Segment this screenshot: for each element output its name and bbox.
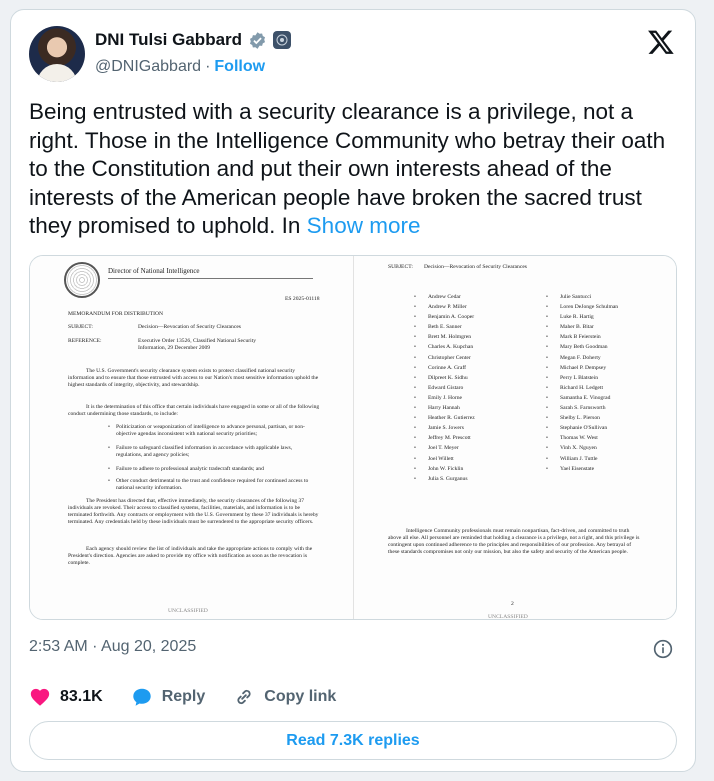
doc-bullet-4: • Other conduct detrimental to the trust and confidence required for continued access to national security information.: [116, 478, 316, 492]
x-logo-icon[interactable]: [647, 28, 675, 56]
document-page-2: [353, 256, 676, 619]
revoked-name-item: • Loren DeJonge Schulman: [546, 304, 618, 314]
avatar[interactable]: [29, 26, 85, 82]
revoked-name-item: • Sarah S. Farnsworth: [546, 405, 618, 415]
revoked-name-item: • Perry L Blatstein: [546, 375, 618, 385]
revoked-name-item: • Emily J. Horne: [414, 395, 475, 405]
revoked-name-item: • Jeffrey M. Prescott: [414, 435, 475, 445]
link-icon: [233, 686, 255, 708]
revoked-name-item: • Stephanie O'Sullivan: [546, 425, 618, 435]
like-count: 83.1K: [60, 688, 103, 705]
tweet-body: Being entrusted with a security clearance is a privilege, not a right. Those in the Intelligence Community who betray their oath to the Constitution and put their own interests ahead of the interests of the American people have broken the sacred trust they promised to uphold. In: [29, 99, 666, 238]
revoked-name-item: • Beth E. Sanner: [414, 324, 475, 334]
doc-subject-value: Decision—Revocation of Security Clearances: [138, 324, 241, 330]
revoked-name-item: • Dilpreet K. Sidhu: [414, 375, 475, 385]
revoked-name-item: • Maher B. Bitar: [546, 324, 618, 334]
follow-button[interactable]: Follow: [214, 58, 266, 75]
heart-icon: [29, 686, 51, 708]
revoked-name-item: • John W. Ficklin: [414, 466, 475, 476]
author-display-name[interactable]: DNI Tulsi Gabbard: [95, 30, 243, 49]
doc-bullet-1: • Politicization or weaponization of intelligence to advance personal, partisan, or non-objective agendas inconsistent with national security priorities;: [116, 424, 316, 438]
doc-bullet-2: • Failure to safeguard classified information in accordance with applicable laws, regulations, and agency policies;: [116, 445, 316, 459]
doc-paragraph-4: Each agency should review the list of individuals and take the appropriate actions to comply with the President's direction. Agencies are asked to provide my office with notification as soon as the revocation is complete.: [68, 546, 313, 566]
revoked-name-item: • Vinh X. Nguyen: [546, 445, 618, 455]
doc-office-name: Director of National Intelligence: [108, 267, 200, 275]
revoked-name-item: • Michael P. Dempsey: [546, 365, 618, 375]
names-list-left: [414, 294, 475, 486]
revoked-name-item: • Corinne A. Graff: [414, 365, 475, 375]
doc2-subject-label: SUBJECT:: [388, 264, 413, 270]
reply-icon: [131, 686, 153, 708]
doc-header-rule: [108, 278, 313, 279]
doc2-footer-classification: UNCLASSIFIED: [488, 614, 528, 619]
revoked-name-item: • Charles A. Kupchan: [414, 344, 475, 354]
doc-footer-classification: UNCLASSIFIED: [168, 608, 208, 614]
show-more-link[interactable]: Show more: [306, 213, 421, 238]
revoked-name-item: • Megan F. Doherty: [546, 355, 618, 365]
revoked-name-item: • William J. Tuttle: [546, 456, 618, 466]
revoked-name-item: • Richard H. Ledgett: [546, 385, 618, 395]
info-icon[interactable]: [653, 639, 673, 659]
tweet-text: [29, 98, 679, 241]
doc2-subject-value: Decision—Revocation of Security Clearances: [424, 264, 527, 270]
doc-ref-number: ES 2025-01118: [285, 296, 320, 302]
revoked-name-item: • Edward Gistaro: [414, 385, 475, 395]
tweet-media-image[interactable]: [29, 255, 677, 620]
doc-subject-label: SUBJECT:: [68, 324, 93, 330]
tweet-card: [10, 9, 696, 772]
revoked-name-item: • Joel T. Meyer: [414, 445, 475, 455]
revoked-name-item: • Yael Eisenstate: [546, 466, 618, 476]
revoked-name-item: • Christopher Center: [414, 355, 475, 365]
names-list-right: [546, 294, 618, 476]
author-name-row: [95, 30, 291, 50]
revoked-name-item: • Joel Willett: [414, 456, 475, 466]
revoked-name-item: • Shelby L. Pierson: [546, 415, 618, 425]
reply-label: Reply: [161, 688, 206, 705]
revoked-name-item: • Julia S. Gurganus: [414, 476, 475, 486]
revoked-name-item: • Thomas W. West: [546, 435, 618, 445]
handle-separator: ·: [205, 58, 211, 75]
tweet-timestamp[interactable]: 2:53 AM · Aug 20, 2025: [29, 638, 197, 655]
revoked-name-item: • Heather R. Gutierrez: [414, 415, 475, 425]
verified-badge-icon[interactable]: [248, 31, 267, 50]
doc-paragraph-1: The U.S. Government's security clearance system exists to protect classified national security information and to ensure that those entrusted with access to our Nation's most sensitive information uphold the highest standards of integrity, objectivity, and stewardship.: [68, 368, 319, 388]
doc2-closing-paragraph: Intelligence Community professionals must remain nonpartisan, fact-driven, and committed to truth above all else. All personnel are reminded that holding a clearance is a privilege, not a right, and this privilege is contingent upon continued adherence to the principles and responsibilities of our profession. Any betrayal of these standards compromises not only our mission, but also the safety and security of the American people.: [388, 528, 640, 555]
copy-link-label: Copy link: [264, 688, 337, 705]
engagement-actions: [29, 686, 364, 708]
doc-bullet-3: • Failure to adhere to professional analytic tradecraft standards; and: [116, 466, 316, 473]
read-replies-button[interactable]: Read 7.3K replies: [29, 721, 677, 760]
revoked-name-item: • Jamie S. Jowers: [414, 425, 475, 435]
revoked-name-item: • Luke R. Hartig: [546, 314, 618, 324]
revoked-name-item: • Harry Hannah: [414, 405, 475, 415]
revoked-name-item: • Brett M. Holmgren: [414, 334, 475, 344]
revoked-name-item: • Andrew Cedar: [414, 294, 475, 304]
author-handle-row: [95, 58, 265, 76]
revoked-name-item: • Samantha E. Vinograd: [546, 395, 618, 405]
dni-seal-logo: [64, 262, 100, 298]
document-page-1: [30, 256, 353, 619]
doc2-page-number: 2: [511, 601, 514, 607]
doc-memo-title: MEMORANDUM FOR DISTRIBUTION: [68, 311, 164, 317]
reply-button[interactable]: [131, 686, 206, 708]
revoked-name-item: • Andrew P. Miller: [414, 304, 475, 314]
revoked-name-item: • Benjamin A. Cooper: [414, 314, 475, 324]
revoked-name-item: • Julie Santucci: [546, 294, 618, 304]
doc-reference-value-1: Executive Order 13526, Classified National Security: [138, 338, 257, 344]
doc-reference-label: REFERENCE:: [68, 338, 102, 344]
revoked-name-item: • Mark B Feierstein: [546, 334, 618, 344]
like-button[interactable]: [29, 686, 103, 708]
copy-link-button[interactable]: [233, 686, 336, 708]
doc-paragraph-2: It is the determination of this office that certain individuals have engaged in some or all of the following conduct undermining those standards, to include:: [68, 404, 320, 417]
doc-reference-value-2: Information, 29 December 2009: [138, 345, 211, 351]
doc-paragraph-3: The President has directed that, effective immediately, the security clearances of the following 37 individuals are revoked. Their access to classified systems, facilities, materials, and information is to be terminated forthwith. Any contracts or employment with the U.S. Government by these 37 individuals is hereby terminated. Any credentials held by these individuals must be surrendered to the appropriate security officers.: [68, 498, 319, 525]
author-handle[interactable]: @DNIGabbard: [95, 58, 202, 75]
government-badge-icon[interactable]: [273, 31, 291, 49]
revoked-name-item: • Mary Beth Goodman: [546, 344, 618, 354]
